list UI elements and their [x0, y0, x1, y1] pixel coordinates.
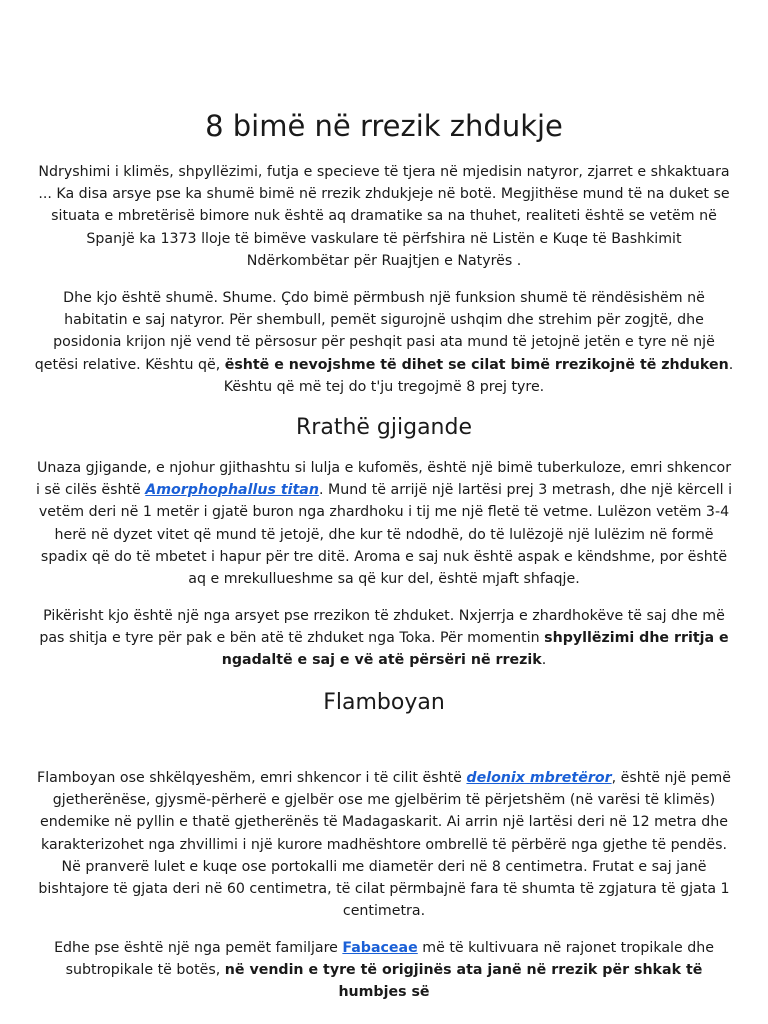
section1-emphasis: shpyllëzimi dhe rritja e ngadaltë e saj e vë atë përsëri në rrezik: [221, 630, 729, 669]
section-heading-rrathe-gjigande: Rrathë gjigande: [296, 415, 472, 440]
section1-paragraph-2: [34, 605, 734, 672]
section2-p2-text-mid: më të kultivuara në rajonet tropikale dhe subtropikale të botës,: [65, 940, 714, 979]
section2-p2-text-start: Edhe pse është një nga pemët familjare: [54, 940, 343, 956]
section1-text-end: . Mund të arrijë një lartësi prej 3 metrash, dhe një kërcell i vetëm deri në 1 metër i gjatë buron nga zhardhoku i tij me një fletë të vetme. Lulëzon vetëm 3-4 herë në dyzet vitet që mund të jetojë, dhe kur të ndodhë, do të lulëzojë një lulëzim në formë spadix që do të mbetet i hapur për tre ditë. Aroma e saj nuk është aspak e këndshme, por është aq e mrekullueshme sa që kur del, është mjaft shfaqje.: [38, 482, 733, 588]
intro-paragraph-1: [34, 161, 734, 272]
section2-text-end: , është një pemë gjetherënëse, gjysmë-përherë e gjelbër ose me gjelbërim të përjetshëm (në varësi të klimës) endemike në pyllin e thatë gjetherënës të Madagaskarit. Ai arrin një lartësi deri në 12 metra dhe karakterizohet nga zhvillimi i një kurore madhështore ombrellë të përbërë nga gjethe të pendës. Në pranverë lulet e kuqe ose portokalli me diametër deri në 8 centimetra. Frutat e saj janë bishtajore të gjata deri në 60 centimetra, të cilat përmbajnë fara të shumta të zgjatura të gjata 1 centimetra.: [38, 770, 731, 920]
section2-paragraph-2: [34, 937, 734, 1004]
page-title: 8 bimë në rrezik zhdukje: [205, 109, 563, 143]
section-heading-flamboyan: Flamboyan: [323, 690, 445, 715]
section1-p2-text-start: Pikërisht kjo është një nga arsyet pse rrezikon të zhduket. Nxjerrja e zhardhokëve të saj dhe më pas shitja e tyre për pak e bën atë të zhduket nga Toka. Për momentin: [39, 608, 725, 647]
intro-text-start: Dhe kjo është shumë. Shume. Çdo bimë përmbush një funksion shumë të rëndësishëm në habitatin e saj natyror. Për shembull, pemët sigurojnë ushqim dhe strehim për zogjtë, dhe posidonia krijon një vend të përsosur për peshqit pasi ata mund të jetojnë jetën e tyre në një qetësi relative. Kështu që,: [34, 290, 715, 373]
section2-paragraph-1: [34, 767, 734, 922]
section1-text-start: Unaza gjigande, e njohur gjithashtu si lulja e kufomës, është një bimë tuberkuloze, emri shkencor i së cilës është: [35, 460, 732, 499]
section1-paragraph-1: [34, 457, 734, 590]
intro-text: Ndryshimi i klimës, shpyllëzimi, futja e specieve të tjera në mjedisin natyror, zjarret e shkaktuara ... Ka disa arsye pse ka shumë bimë në rrezik zhdukjeje në botë. Megjithëse mund të na duket se situata e mbretërisë bimore nuk është aq dramatike sa na thuhet, realiteti është se vetëm në Spanjë ka 1373 lloje të bimëve vaskulare të përfshira në Listën e Kuqe të Bashkimit Ndërkombëtar për Ruajtjen e Natyrës .: [38, 164, 730, 269]
fabaceae-link[interactable]: Fabaceae: [342, 940, 418, 956]
amorphophallus-titan-link[interactable]: Amorphophallus titan: [145, 482, 319, 499]
section1-p2-text-end: .: [541, 652, 547, 669]
delonix-mbreteror-link[interactable]: delonix mbretëror: [466, 770, 612, 786]
intro-paragraph-2: [34, 287, 734, 398]
intro-text-end: . Kështu që më tej do t'ju tregojmë 8 prej tyre.: [223, 356, 734, 395]
section2-emphasis: në vendin e tyre të origjinës ata janë në rrezik për shkak të humbjes së: [224, 962, 703, 1001]
section2-text-start: Flamboyan ose shkëlqyeshëm, emri shkencor i të cilit është: [37, 770, 467, 786]
intro-emphasis: është e nevojshme të dihet se cilat bimë rrezikojnë të zhduken: [224, 356, 729, 373]
